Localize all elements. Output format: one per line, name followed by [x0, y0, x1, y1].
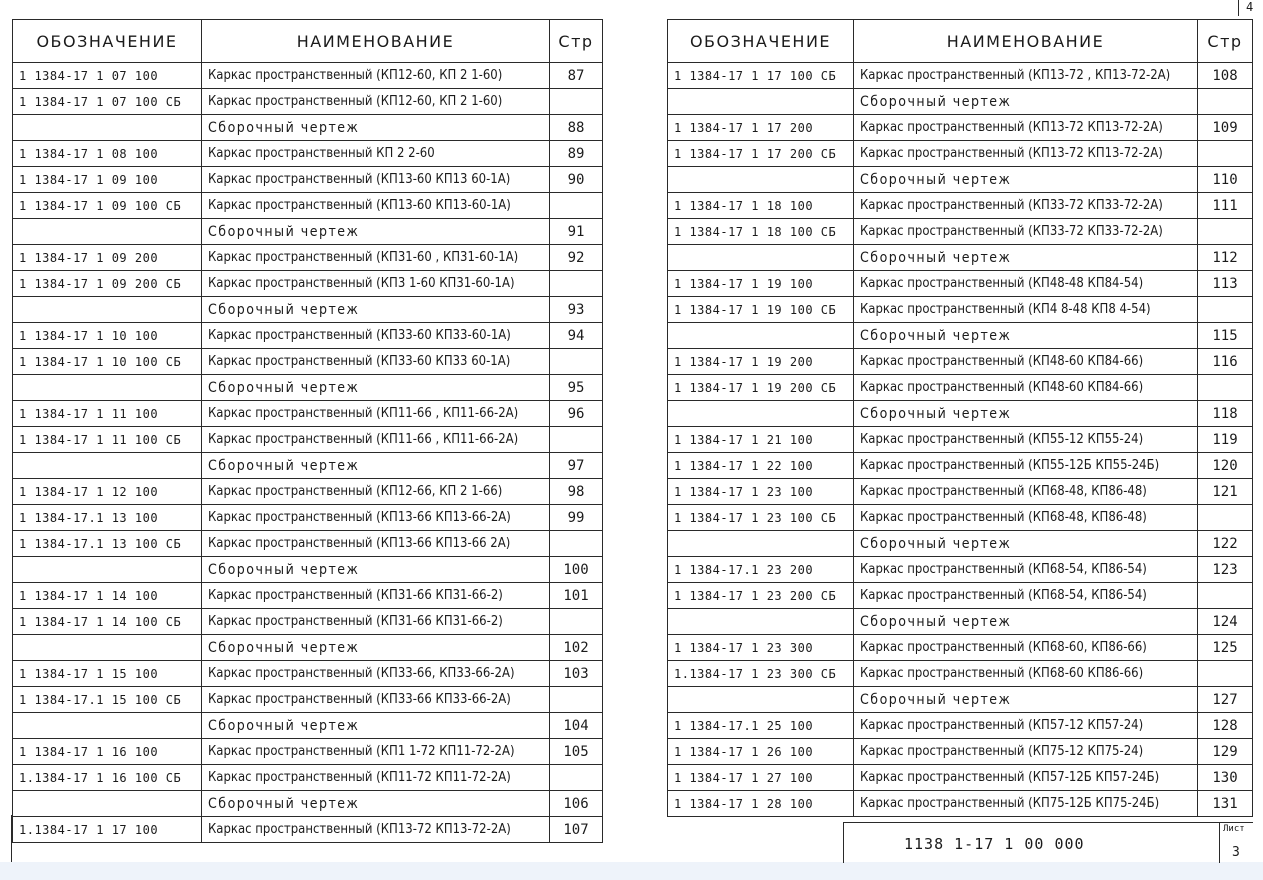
row-page [550, 427, 603, 453]
row-designation: 1 1384-17 1 11 100 [13, 401, 202, 427]
row-name: Каркас пространственный (КП68-60, КП86-66) [854, 635, 1198, 661]
row-designation: 1 1384-17 1 17 200 [668, 115, 854, 141]
row-page: 92 [550, 245, 603, 271]
table-row [668, 427, 1253, 453]
row-designation [13, 557, 202, 583]
row-designation [668, 167, 854, 193]
row-name: Каркас пространственный (КП13-72 КП13-72-2А) [854, 141, 1198, 167]
row-designation: 1 1384-17 1 22 100 [668, 453, 854, 479]
right-register-table [667, 19, 1253, 817]
row-designation: 1 1384-17.1 13 100 [13, 505, 202, 531]
row-page: 131 [1198, 791, 1253, 817]
row-name: Сборочный чертеж [854, 687, 1198, 713]
row-page: 109 [1198, 115, 1253, 141]
row-page: 102 [550, 635, 603, 661]
row-name: Каркас пространственный (КП33-66, КП33-66-2А) [202, 661, 550, 687]
row-name: Каркас пространственный (КП48-60 КП84-66) [854, 349, 1198, 375]
row-page: 111 [1198, 193, 1253, 219]
table-row [13, 89, 603, 115]
row-designation: 1 1384-17 1 28 100 [668, 791, 854, 817]
row-designation: 1 1384-17 1 18 100 СБ [668, 219, 854, 245]
left-header-row [13, 20, 603, 63]
table-row [668, 791, 1253, 817]
row-page [550, 609, 603, 635]
header-designation: ОБОЗНАЧЕНИЕ [668, 20, 854, 63]
left-register-table [12, 19, 603, 843]
row-designation: 1 1384-17 1 12 100 [13, 479, 202, 505]
right-header-row [668, 20, 1253, 63]
row-name: Каркас пространственный (КП31-60 , КП31-60-1А) [202, 245, 550, 271]
row-name: Сборочный чертеж [202, 791, 550, 817]
row-designation: 1 1384-17.1 25 100 [668, 713, 854, 739]
table-row [13, 193, 603, 219]
table-row [13, 505, 603, 531]
table-row [13, 635, 603, 661]
row-designation: 1 1384-17 1 16 100 [13, 739, 202, 765]
table-row [668, 479, 1253, 505]
row-page [550, 89, 603, 115]
row-page [1198, 141, 1253, 167]
row-name: Сборочный чертеж [854, 531, 1198, 557]
row-designation [668, 401, 854, 427]
row-designation: 1 1384-17 1 19 100 СБ [668, 297, 854, 323]
table-row [668, 713, 1253, 739]
row-designation: 1 1384-17 1 07 100 СБ [13, 89, 202, 115]
table-row [668, 297, 1253, 323]
table-row [668, 349, 1253, 375]
row-page: 116 [1198, 349, 1253, 375]
row-page: 101 [550, 583, 603, 609]
row-designation [13, 375, 202, 401]
document-code: 1138 1-17 1 00 000 [904, 835, 1085, 853]
row-page: 104 [550, 713, 603, 739]
row-designation [13, 115, 202, 141]
row-designation [668, 609, 854, 635]
row-page: 106 [550, 791, 603, 817]
table-row [13, 427, 603, 453]
row-name: Каркас пространственный (КП13-66 КП13-66 2А) [202, 531, 550, 557]
row-designation: 1 1384-17 1 09 100 СБ [13, 193, 202, 219]
row-designation: 1.1384-17 1 16 100 СБ [13, 765, 202, 791]
title-block [843, 822, 1253, 863]
row-page: 125 [1198, 635, 1253, 661]
row-name: Каркас пространственный (КП13-72 , КП13-72-2А) [854, 63, 1198, 89]
row-page: 119 [1198, 427, 1253, 453]
row-page: 88 [550, 115, 603, 141]
row-page: 89 [550, 141, 603, 167]
row-page [550, 531, 603, 557]
table-row [13, 713, 603, 739]
table-row [668, 141, 1253, 167]
row-designation: 1.1384-17 1 23 300 СБ [668, 661, 854, 687]
row-designation: 1 1384-17 1 09 200 [13, 245, 202, 271]
row-page: 112 [1198, 245, 1253, 271]
row-name: Каркас пространственный (КП31-66 КП31-66-2) [202, 609, 550, 635]
row-designation [13, 791, 202, 817]
row-name: Каркас пространственный (КП68-48, КП86-48) [854, 505, 1198, 531]
row-page [1198, 661, 1253, 687]
row-page [550, 765, 603, 791]
table-row [668, 531, 1253, 557]
row-page: 115 [1198, 323, 1253, 349]
row-name: Каркас пространственный (КП68-48, КП86-48) [854, 479, 1198, 505]
table-row [668, 245, 1253, 271]
table-row [13, 115, 603, 141]
row-name: Сборочный чертеж [202, 375, 550, 401]
table-row [13, 245, 603, 271]
row-designation: 1 1384-17 1 26 100 [668, 739, 854, 765]
row-page [1198, 583, 1253, 609]
row-name: Сборочный чертеж [202, 453, 550, 479]
row-page: 100 [550, 557, 603, 583]
row-designation [13, 635, 202, 661]
row-page: 110 [1198, 167, 1253, 193]
row-name: Каркас пространственный (КП3 1-60 КП31-60-1А) [202, 271, 550, 297]
row-name: Сборочный чертеж [202, 713, 550, 739]
row-page [1198, 375, 1253, 401]
row-name: Каркас пространственный (КП12-60, КП 2 1-60) [202, 63, 550, 89]
row-page: 121 [1198, 479, 1253, 505]
header-page: Стр [550, 20, 603, 63]
table-row [668, 115, 1253, 141]
row-name: Каркас пространственный (КП12-66, КП 2 1-66) [202, 479, 550, 505]
table-row [13, 687, 603, 713]
table-row [13, 817, 603, 843]
table-row [668, 193, 1253, 219]
row-designation [13, 297, 202, 323]
row-page: 94 [550, 323, 603, 349]
table-row [13, 479, 603, 505]
table-row [13, 531, 603, 557]
row-page [1198, 219, 1253, 245]
row-designation: 1 1384-17 1 19 200 [668, 349, 854, 375]
table-row [13, 63, 603, 89]
row-page: 90 [550, 167, 603, 193]
row-page: 120 [1198, 453, 1253, 479]
table-row [13, 297, 603, 323]
row-name: Каркас пространственный (КП13-60 КП13 60-1А) [202, 167, 550, 193]
header-name: НАИМЕНОВАНИЕ [854, 20, 1198, 63]
header-page: Стр [1198, 20, 1253, 63]
row-page: 95 [550, 375, 603, 401]
row-name: Каркас пространственный (КП33-66 КП33-66-2А) [202, 687, 550, 713]
row-name: Каркас пространственный (КП68-60 КП86-66) [854, 661, 1198, 687]
row-designation [668, 245, 854, 271]
row-page: 123 [1198, 557, 1253, 583]
table-row [13, 219, 603, 245]
row-name: Каркас пространственный (КП11-66 , КП11-66-2А) [202, 427, 550, 453]
row-name: Каркас пространственный (КП13-66 КП13-66-2А) [202, 505, 550, 531]
row-designation: 1 1384-17 1 14 100 СБ [13, 609, 202, 635]
table-row [668, 505, 1253, 531]
row-designation: 1 1384-17 1 15 100 [13, 661, 202, 687]
row-page [550, 271, 603, 297]
table-row [668, 271, 1253, 297]
table-row [668, 453, 1253, 479]
row-name: Сборочный чертеж [202, 219, 550, 245]
header-designation: ОБОЗНАЧЕНИЕ [13, 20, 202, 63]
left-margin-rule [11, 815, 12, 862]
row-page [550, 193, 603, 219]
row-name: Каркас пространственный (КП55-12Б КП55-24Б) [854, 453, 1198, 479]
row-page [550, 687, 603, 713]
table-row [13, 167, 603, 193]
row-designation: 1 1384-17 1 27 100 [668, 765, 854, 791]
row-designation: 1 1384-17 1 17 200 СБ [668, 141, 854, 167]
row-page: 99 [550, 505, 603, 531]
row-name: Каркас пространственный (КП68-54, КП86-54) [854, 557, 1198, 583]
table-row [13, 609, 603, 635]
row-designation: 1 1384-17 1 21 100 [668, 427, 854, 453]
row-name: Каркас пространственный КП 2 2-60 [202, 141, 550, 167]
row-name: Каркас пространственный (КП75-12Б КП75-24Б) [854, 791, 1198, 817]
row-page: 103 [550, 661, 603, 687]
row-name: Каркас пространственный (КП68-54, КП86-54) [854, 583, 1198, 609]
row-page: 129 [1198, 739, 1253, 765]
row-name: Каркас пространственный (КП13-60 КП13-60-1А) [202, 193, 550, 219]
table-row [13, 323, 603, 349]
corner-rule [1238, 0, 1239, 16]
table-row [13, 583, 603, 609]
table-row [668, 583, 1253, 609]
row-designation: 1 1384-17.1 13 100 СБ [13, 531, 202, 557]
row-name: Каркас пространственный (КП57-12 КП57-24) [854, 713, 1198, 739]
row-designation [13, 453, 202, 479]
row-page: 87 [550, 63, 603, 89]
row-page: 107 [550, 817, 603, 843]
sheet-number-box [1219, 823, 1253, 863]
row-page: 98 [550, 479, 603, 505]
row-name: Каркас пространственный (КП31-66 КП31-66-2) [202, 583, 550, 609]
row-name: Каркас пространственный (КП55-12 КП55-24) [854, 427, 1198, 453]
row-page: 105 [550, 739, 603, 765]
row-designation: 1 1384-17 1 18 100 [668, 193, 854, 219]
table-row [668, 323, 1253, 349]
row-page: 124 [1198, 609, 1253, 635]
row-page: 93 [550, 297, 603, 323]
table-row [13, 141, 603, 167]
row-name: Сборочный чертеж [854, 609, 1198, 635]
table-row [668, 219, 1253, 245]
row-page: 108 [1198, 63, 1253, 89]
row-name: Каркас пространственный (КП1 1-72 КП11-72-2А) [202, 739, 550, 765]
row-name: Каркас пространственный (КП11-66 , КП11-66-2А) [202, 401, 550, 427]
header-name: НАИМЕНОВАНИЕ [202, 20, 550, 63]
row-page: 128 [1198, 713, 1253, 739]
table-row [13, 375, 603, 401]
row-name: Каркас пространственный (КП12-60, КП 2 1-60) [202, 89, 550, 115]
row-page: 127 [1198, 687, 1253, 713]
table-row [668, 167, 1253, 193]
row-designation: 1 1384-17 1 07 100 [13, 63, 202, 89]
row-designation [13, 219, 202, 245]
row-designation: 1 1384-17 1 09 200 СБ [13, 271, 202, 297]
table-row [13, 349, 603, 375]
row-name: Каркас пространственный (КП11-72 КП11-72-2А) [202, 765, 550, 791]
row-designation: 1 1384-17 1 10 100 СБ [13, 349, 202, 375]
row-designation: 1 1384-17 1 08 100 [13, 141, 202, 167]
row-designation [13, 713, 202, 739]
row-page: 130 [1198, 765, 1253, 791]
table-row [668, 63, 1253, 89]
row-name: Каркас пространственный (КП33-72 КП33-72-2А) [854, 219, 1198, 245]
row-designation: 1 1384-17 1 11 100 СБ [13, 427, 202, 453]
row-page: 97 [550, 453, 603, 479]
table-row [13, 271, 603, 297]
row-designation: 1 1384-17.1 23 200 [668, 557, 854, 583]
row-name: Сборочный чертеж [854, 401, 1198, 427]
row-page [1198, 89, 1253, 115]
row-designation: 1 1384-17 1 10 100 [13, 323, 202, 349]
row-page: 91 [550, 219, 603, 245]
table-row [668, 557, 1253, 583]
table-row [13, 557, 603, 583]
row-page [1198, 297, 1253, 323]
row-name: Сборочный чертеж [202, 557, 550, 583]
table-row [668, 661, 1253, 687]
row-name: Каркас пространственный (КП33-72 КП33-72-2А) [854, 193, 1198, 219]
table-row [13, 401, 603, 427]
row-page: 118 [1198, 401, 1253, 427]
row-designation: 1 1384-17 1 17 100 СБ [668, 63, 854, 89]
row-name: Каркас пространственный (КП33-60 КП33 60-1А) [202, 349, 550, 375]
row-name: Сборочный чертеж [202, 115, 550, 141]
table-row [668, 89, 1253, 115]
table-row [668, 635, 1253, 661]
row-designation [668, 323, 854, 349]
table-row [13, 765, 603, 791]
table-row [668, 739, 1253, 765]
row-name: Сборочный чертеж [854, 89, 1198, 115]
table-row [13, 791, 603, 817]
table-row [13, 453, 603, 479]
row-designation: 1 1384-17 1 09 100 [13, 167, 202, 193]
row-name: Каркас пространственный (КП4 8-48 КП8 4-54) [854, 297, 1198, 323]
table-row [668, 375, 1253, 401]
row-page [550, 349, 603, 375]
row-name: Каркас пространственный (КП48-60 КП84-66) [854, 375, 1198, 401]
corner-mark: 4 [1246, 0, 1254, 14]
row-page: 122 [1198, 531, 1253, 557]
row-name: Сборочный чертеж [202, 297, 550, 323]
left-register-body [13, 63, 603, 843]
row-name: Каркас пространственный (КП13-72 КП13-72-2А) [854, 115, 1198, 141]
table-row [668, 401, 1253, 427]
table-row [668, 687, 1253, 713]
row-name: Сборочный чертеж [854, 167, 1198, 193]
table-row [668, 765, 1253, 791]
row-designation: 1 1384-17 1 23 200 СБ [668, 583, 854, 609]
row-designation [668, 531, 854, 557]
row-name: Каркас пространственный (КП13-72 КП13-72-2А) [202, 817, 550, 843]
row-name: Каркас пространственный (КП75-12 КП75-24) [854, 739, 1198, 765]
row-designation [668, 687, 854, 713]
sheet-number: 3 [1232, 845, 1240, 860]
row-name: Сборочный чертеж [854, 245, 1198, 271]
table-row [13, 739, 603, 765]
sheet-label: Лист [1223, 824, 1245, 834]
row-page: 96 [550, 401, 603, 427]
row-name: Каркас пространственный (КП57-12Б КП57-24Б) [854, 765, 1198, 791]
row-name: Сборочный чертеж [202, 635, 550, 661]
row-designation [668, 89, 854, 115]
row-designation: 1 1384-17 1 19 200 СБ [668, 375, 854, 401]
table-row [13, 661, 603, 687]
row-name: Каркас пространственный (КП33-60 КП33-60-1А) [202, 323, 550, 349]
row-designation: 1 1384-17 1 19 100 [668, 271, 854, 297]
row-page: 113 [1198, 271, 1253, 297]
row-name: Сборочный чертеж [854, 323, 1198, 349]
row-designation: 1 1384-17 1 14 100 [13, 583, 202, 609]
row-designation: 1.1384-17 1 17 100 [13, 817, 202, 843]
right-register-body [668, 63, 1253, 817]
row-name: Каркас пространственный (КП48-48 КП84-54) [854, 271, 1198, 297]
row-designation: 1 1384-17 1 23 300 [668, 635, 854, 661]
row-designation: 1 1384-17 1 23 100 [668, 479, 854, 505]
table-row [668, 609, 1253, 635]
row-designation: 1 1384-17 1 23 100 СБ [668, 505, 854, 531]
row-designation: 1 1384-17.1 15 100 СБ [13, 687, 202, 713]
row-page [1198, 505, 1253, 531]
